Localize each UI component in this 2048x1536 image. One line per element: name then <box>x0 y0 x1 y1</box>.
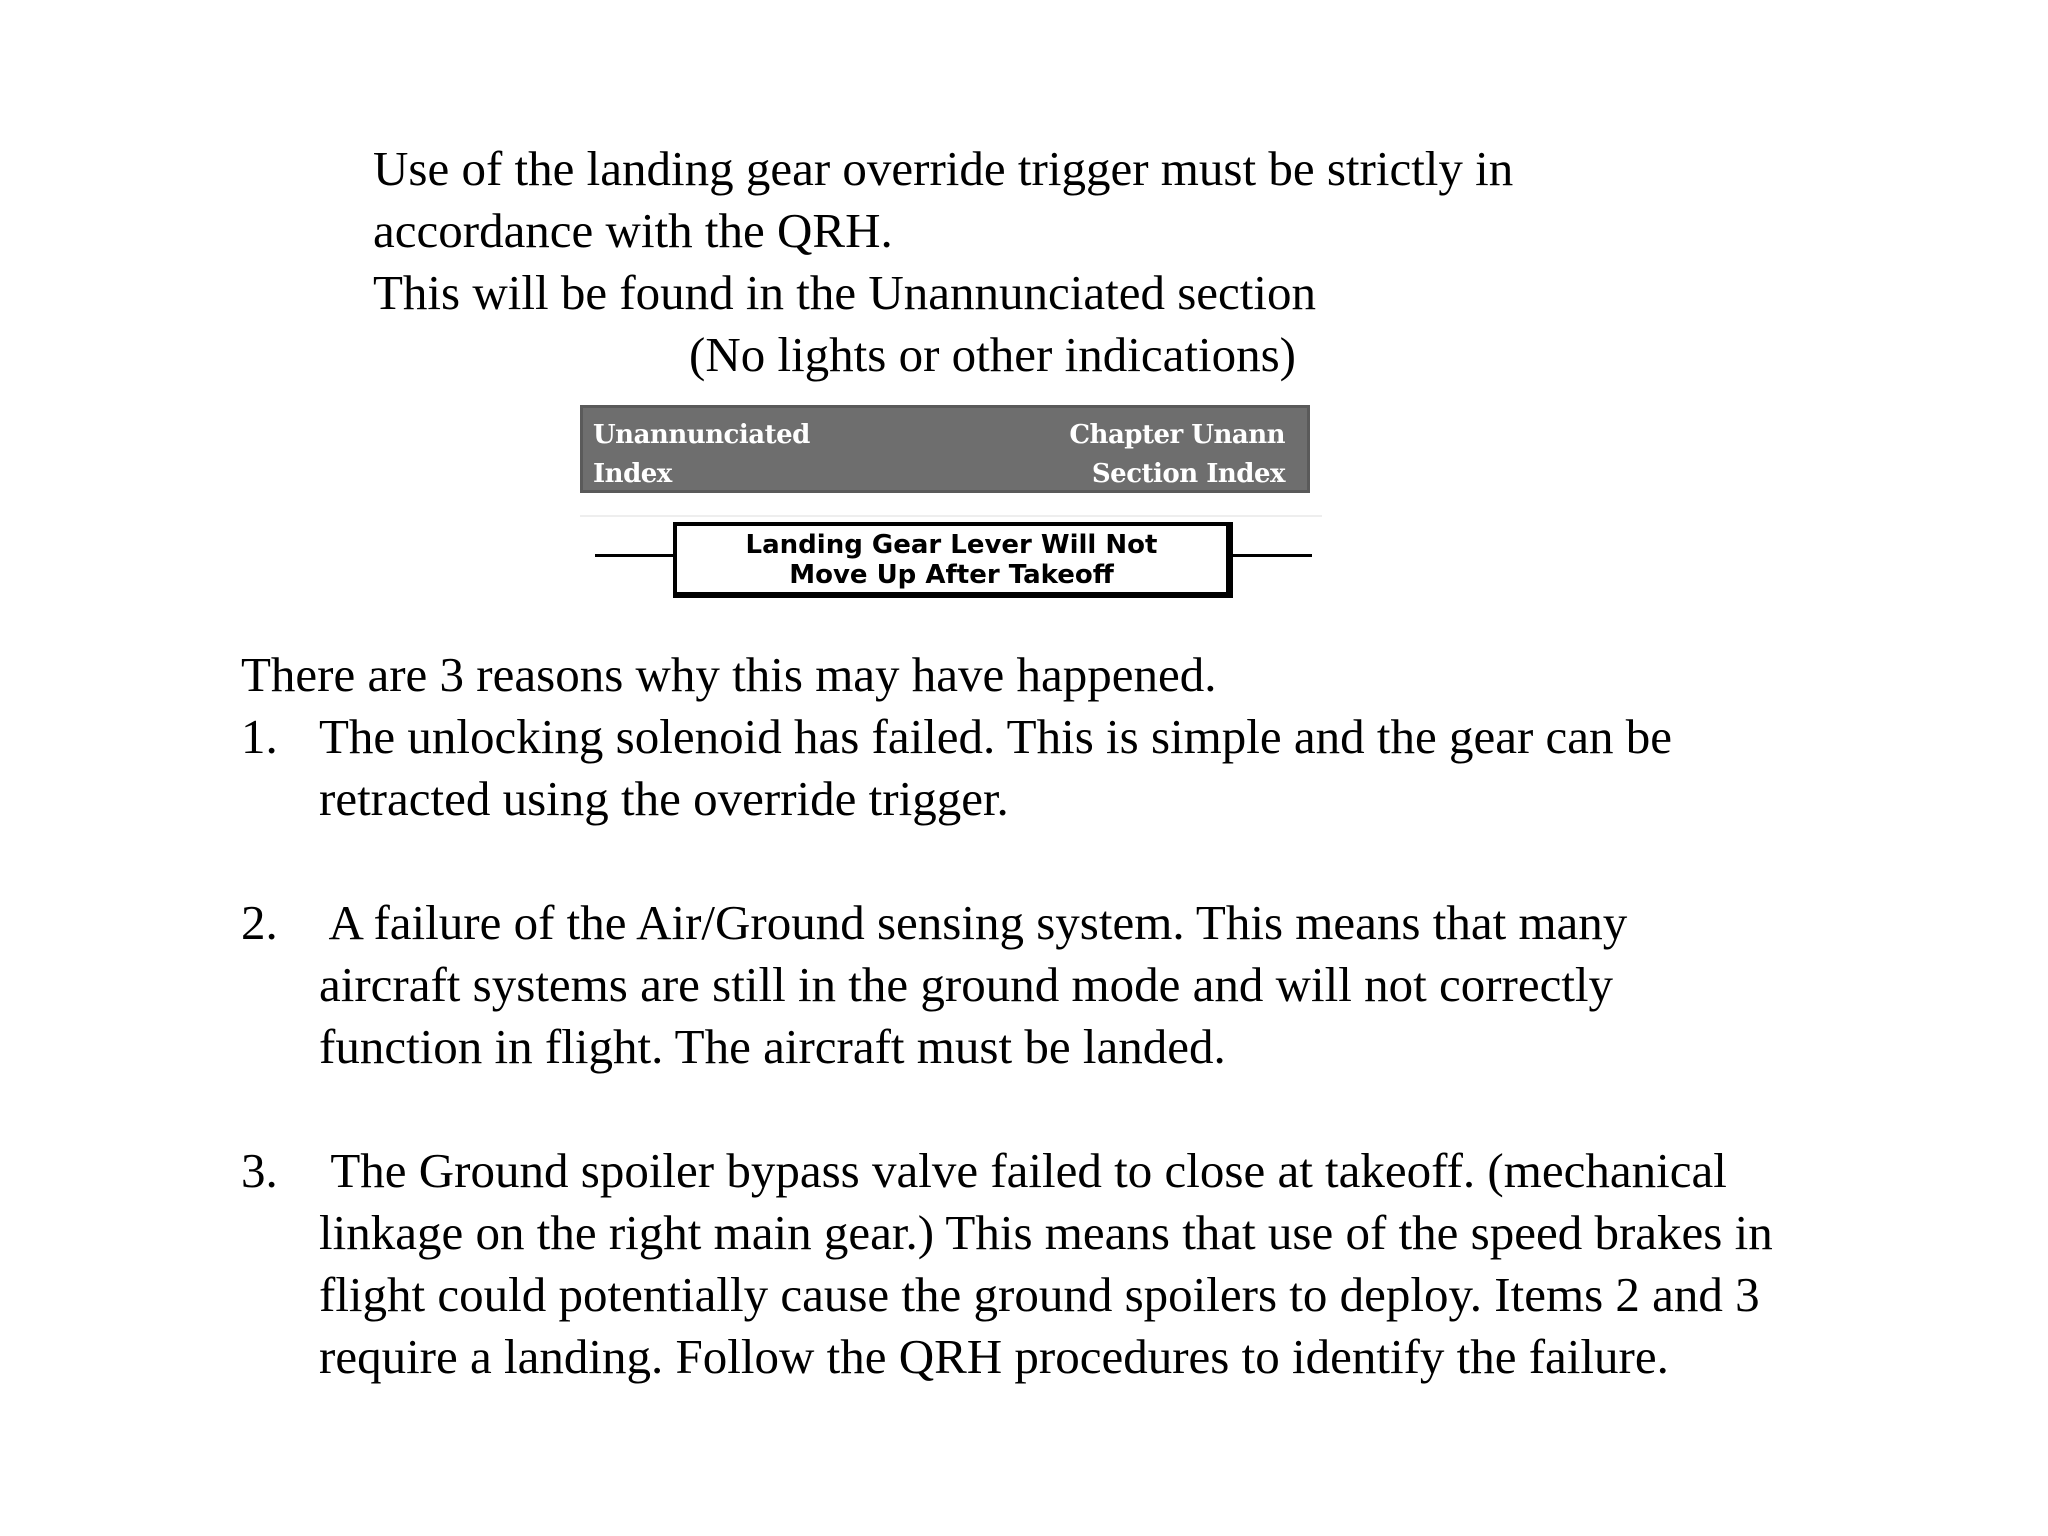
reason-line: require a landing. Follow the QRH procedures to identify the failure. <box>319 1329 1669 1384</box>
reason-line: linkage on the right main gear.) This means that use of the speed brakes in <box>319 1205 1773 1260</box>
reason-number: 3. <box>241 1143 278 1198</box>
reason-line: aircraft systems are still in the ground mode and will not correctly <box>319 957 1614 1012</box>
reason-number: 1. <box>241 709 278 764</box>
intro-line: accordance with the QRH. <box>373 203 893 258</box>
reason-line: A failure of the Air/Ground sensing system. This means that many <box>319 895 1628 950</box>
qrh-section-header <box>580 405 1310 493</box>
qrh-header-chapter-label: Chapter Unann <box>1069 420 1285 450</box>
qrh-header-index-label: Index <box>593 459 672 489</box>
procedure-title-box <box>673 522 1233 598</box>
intro-line-indication-note: (No lights or other indications) <box>689 327 1296 382</box>
reason-item <box>241 1140 1961 1388</box>
procedure-title-rule-right <box>1232 554 1312 557</box>
reason-line: flight could potentially cause the ground spoilers to deploy. Items 2 and 3 <box>319 1267 1760 1322</box>
reason-line: The unlocking solenoid has failed. This is simple and the gear can be <box>319 709 1673 764</box>
reason-number: 2. <box>241 895 278 950</box>
procedure-title-line: Move Up After Takeoff <box>789 560 1114 590</box>
reason-line: The Ground spoiler bypass valve failed to close at takeoff. (mechanical <box>319 1143 1727 1198</box>
qrh-header-divider <box>580 515 1322 517</box>
qrh-header-section-name: Unannunciated <box>593 420 810 450</box>
reasons-lead: There are 3 reasons why this may have happened. <box>241 647 1217 702</box>
reason-item <box>241 706 1961 830</box>
reasons-section <box>241 644 1961 1388</box>
qrh-header-section-index-label: Section Index <box>1091 459 1285 489</box>
reason-item <box>241 892 1961 1078</box>
procedure-title-line: Landing Gear Lever Will Not <box>745 530 1158 560</box>
procedure-title-rule-left <box>595 554 675 557</box>
intro-text <box>373 138 1773 386</box>
reason-line: function in flight. The aircraft must be landed. <box>319 1019 1226 1074</box>
intro-line: Use of the landing gear override trigger must be strictly in <box>373 141 1514 196</box>
intro-line: This will be found in the Unannunciated section <box>373 265 1317 320</box>
reason-line: retracted using the override trigger. <box>319 771 1009 826</box>
